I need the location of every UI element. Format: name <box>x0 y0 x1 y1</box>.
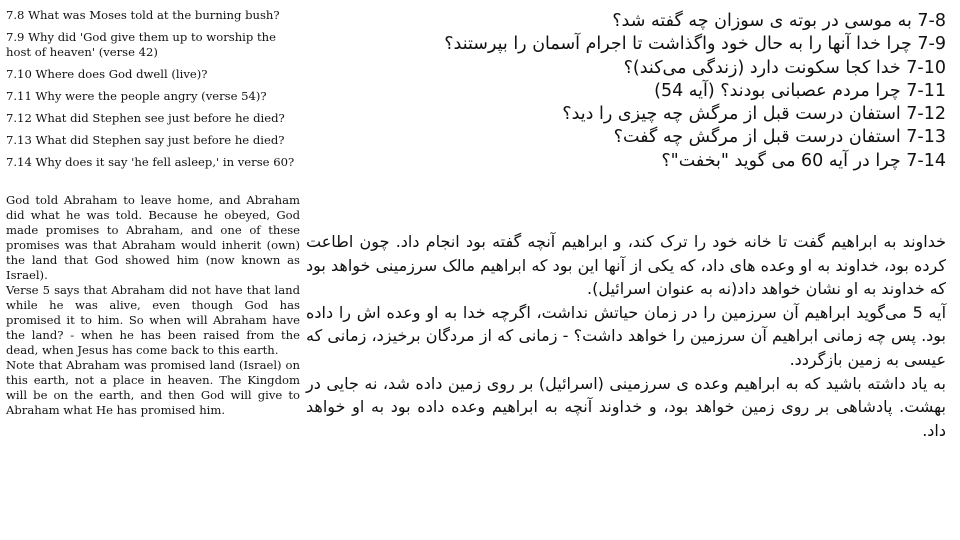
english-question-7-8: 7.8 What was Moses told at the burning bush? <box>6 8 280 22</box>
persian-body <box>306 230 946 442</box>
persian-paragraph-abraham-promise: خداوند به ابراهیم گفت تا خانه خود را ترک کند، و ابراهیم آنچه گفته بود انجام داد. چون اطاعت کرده بود، خداوند به او وعده های داد، که یکی از آنها این بود که ابراهیم مالک سرزمینی خواهد بود که خداوند به او نشان خواهد داد(نه به عنوان اسرائیل). <box>306 232 946 299</box>
english-question-7-11: 7.11 Why were the people angry (verse 54)? <box>6 89 267 103</box>
persian-question-7-8: 7-8 به موسی در بوته ی سوزان چه گفته شد؟ <box>612 11 946 31</box>
persian-question-7-9: 7-9 چرا خدا آنها را به حال خود واگذاشت تا اجرام آسمان را بپرستند؟ <box>444 34 946 55</box>
english-question-7-13: 7.13 What did Stephen say just before he died? <box>6 133 285 147</box>
english-question-7-9: 7.9 Why did 'God give them up to worship the host of heaven' (verse 42) <box>6 30 276 59</box>
persian-questions <box>306 10 946 173</box>
english-column <box>6 8 300 418</box>
english-question-7-12: 7.12 What did Stephen see just before he died? <box>6 111 285 125</box>
english-paragraph-verse-5: Verse 5 says that Abraham did not have that land while he was alive, even though God has promised it to him. So when will Abraham have the land? - when he has been raised from the dead, when Jesus has come back to this earth. <box>6 283 300 357</box>
persian-question-7-11: 7-11 چرا مردم عصبانی بودند؟ (آیه 54) <box>654 80 946 101</box>
english-question-7-14: 7.14 Why does it say 'he fell asleep,' in verse 60? <box>6 155 295 169</box>
english-question-7-10: 7.10 Where does God dwell (live)? <box>6 67 208 81</box>
persian-question-7-13: 7-13 استفان درست قبل از مرگش چه گفت؟ <box>613 127 946 148</box>
persian-paragraph-kingdom-note: به یاد داشته باشید که به ابراهیم وعده ی سرزمینی (اسرائیل) بر روی زمین داده شد، نه جایی در بهشت. پادشاهی بر روی زمین خواهد بود، و خداوند آنچه به ابراهیم وعده داده بود به او خواهد داد. <box>306 373 946 440</box>
persian-question-7-14: 7-14 چرا در آیه 60 می گوید "بخفت"؟ <box>661 150 946 171</box>
persian-paragraph-verse-5: آیه 5 می‌گوید ابراهیم آن سرزمین را در زمان حیاتش نداشت، اگرچه خدا به او وعده اش را داده بود. پس چه زمانی ابراهیم آن سرزمین را خواهد داشت؟ - زمانی که از مردگان برخیزد، زمانی که عیسی به زمین بازگردد. <box>306 302 947 369</box>
persian-question-7-12: 7-12 استفان درست قبل از مرگش چه چیزی را دید؟ <box>562 104 946 125</box>
persian-question-7-10: 7-10 خدا کجا سکونت دارد (زندگی می‌کند)؟ <box>623 57 946 78</box>
english-paragraph-kingdom-note: Note that Abraham was promised land (Israel) on this earth, not a place in heaven. The Kingdom will be on the earth, and then God will give to Abraham what He has promised him. <box>6 358 300 417</box>
english-paragraph-abraham-promise: God told Abraham to leave home, and Abraham did what he was told. Because he obeyed, God made promises to Abraham, and one of these promises was that Abraham would inherit (own) the land that God showed him (now known as Israel). <box>6 193 300 282</box>
